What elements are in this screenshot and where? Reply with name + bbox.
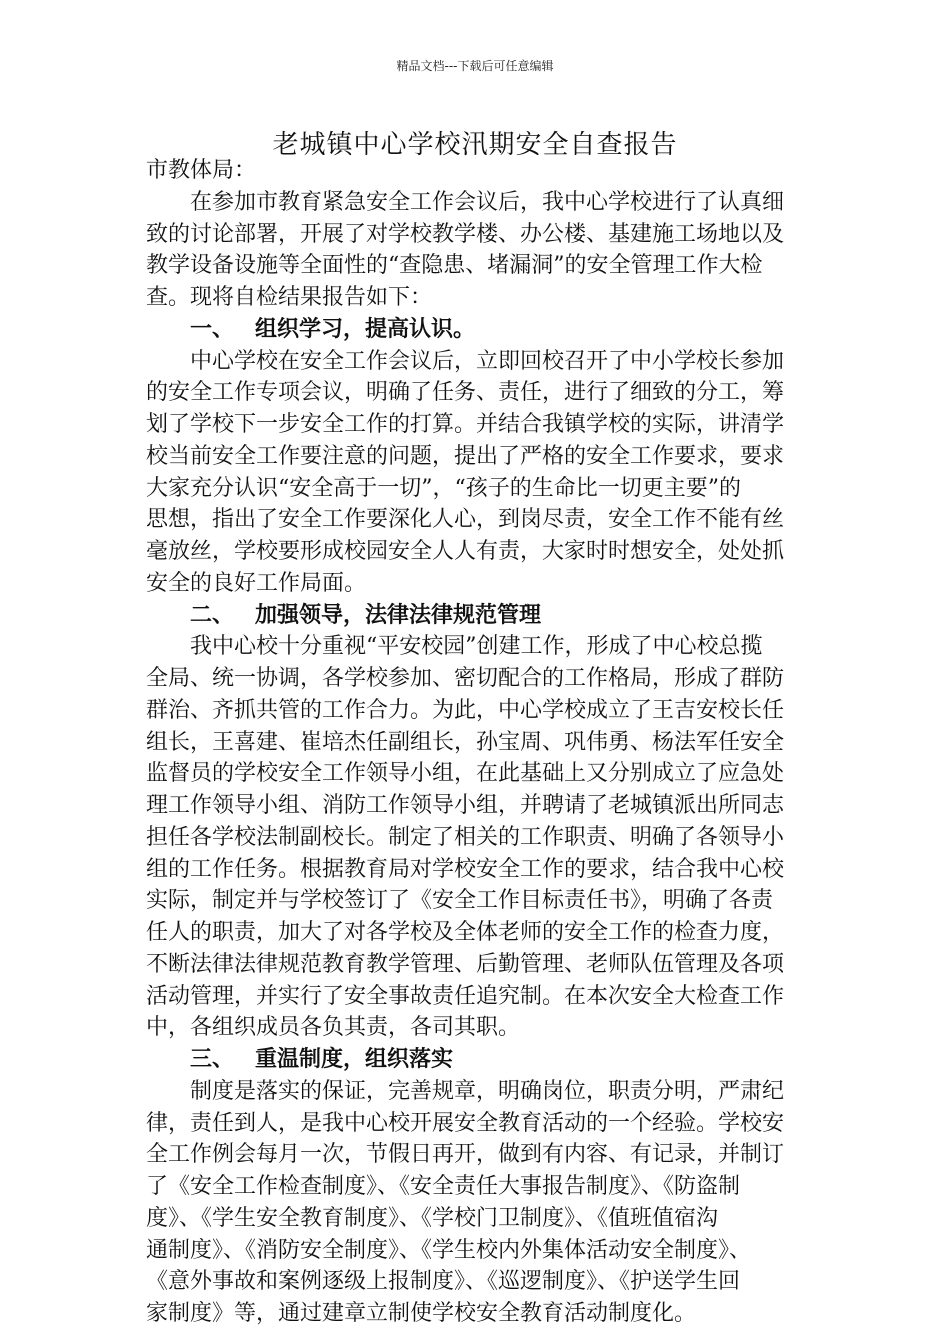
text-line: 校当前安全工作要注意的问题，提出了严格的安全工作要求，要求 [146, 443, 785, 469]
text-line: 家制度》等，通过建章立制使学校安全教育活动制度化。 [146, 1301, 697, 1326]
section-number: 三、 [190, 1046, 235, 1072]
text-line: 任人的职责，加大了对各学校及全体老师的安全工作的检查力度， [146, 920, 785, 945]
section-title: 加强领导，法律法律规范管理 [255, 601, 542, 628]
text-line: 市教体局： [146, 158, 257, 183]
text-line: 在参加市教育紧急安全工作会议后，我中心学校进行了认真细 [190, 189, 785, 215]
text-line: 毫放丝，学校要形成校园安全人人有责，大家时时想安全，处处抓 [146, 539, 785, 564]
section-number: 一、 [190, 315, 235, 342]
text-line: 制度是落实的保证，完善规章，明确岗位，职责分明，严肃纪 [190, 1078, 785, 1104]
text-line: 实际，制定并与学校签订了《安全工作目标责任书》，明确了各责 [146, 888, 774, 914]
section-number: 二、 [190, 601, 235, 628]
section-heading [146, 314, 806, 346]
text-line: 了《安全工作检查制度》、《安全责任大事报告制度》、《防盗制 [146, 1174, 741, 1199]
text-line: 划了学校下一步安全工作的打算。并结合我镇学校的实际，讲清学 [146, 412, 785, 437]
text-line: 组的工作任务。根据教育局对学校安全工作的要求，结合我中心校 [146, 856, 785, 882]
text-line: 不断法律法律规范教育教学管理、后勤管理、老师队伍管理及各项 [146, 951, 785, 977]
text-line: 大家充分认识“安全高于一切”，“孩子的生命比一切更主要”的 [146, 475, 741, 501]
text-line: 教学设备设施等全面性的“查隐患、堵漏洞”的安全管理工作大检 [146, 253, 763, 279]
section-heading [146, 1044, 806, 1076]
text-line: 《意外事故和案例逐级上报制度》、《巡逻制度》、《护送学生回 [146, 1269, 741, 1295]
text-line: 理工作领导小组、消防工作领导小组，并聘请了老城镇派出所同志 [146, 793, 785, 818]
text-line: 群治、齐抓共管的工作合力。为此，中心学校成立了王吉安校长任 [146, 697, 785, 723]
section-title: 组织学习，提高认识。 [255, 315, 476, 342]
text-line: 全工作例会每月一次，节假日再开，做到有内容、有记录，并制订 [146, 1142, 785, 1168]
section-title: 重温制度，组织落实 [255, 1046, 454, 1072]
text-line: 担任各学校法制副校长。制定了相关的工作职责、明确了各领导小 [146, 824, 785, 850]
text-line: 的安全工作专项会议，明确了任务、责任，进行了细致的分工，筹 [146, 380, 785, 406]
text-line: 监督员的学校安全工作领导小组，在此基础上又分别成立了应急处 [146, 761, 785, 787]
text-line: 安全的良好工作局面。 [146, 570, 367, 596]
text-line: 通制度》、《消防安全制度》、《学生校内外集体活动安全制度》、 [146, 1237, 752, 1263]
section-heading [146, 600, 806, 632]
text-line: 查。现将自检结果报告如下： [146, 285, 433, 310]
text-line: 中心学校在安全工作会议后，立即回校召开了中小学校长参加 [190, 348, 785, 374]
text-line: 度》、《学生安全教育制度》、《学校门卫制度》、《值班值宿沟 [146, 1205, 719, 1231]
text-line: 我中心校十分重视“平安校园”创建工作，形成了中心校总揽 [190, 634, 763, 660]
page-header: 精品文档---下载后可任意编辑 [396, 59, 554, 73]
text-line: 中，各组织成员各负其责，各司其职。 [146, 1015, 521, 1041]
text-line: 律，责任到人，是我中心校开展安全教育活动的一个经验。学校安 [146, 1110, 785, 1136]
text-line: 致的讨论部署，开展了对学校教学楼、办公楼、基建施工场地以及 [146, 221, 785, 247]
text-line: 思想，指出了安全工作要深化人心，到岗尽责，安全工作不能有丝 [146, 507, 785, 533]
document-title: 老城镇中心学校汛期安全自查报告 [272, 130, 678, 160]
text-line: 全局、统一协调，各学校参加、密切配合的工作格局，形成了群防 [146, 666, 785, 691]
text-line: 活动管理，并实行了安全事故责任追究制。在本次安全大检查工作 [146, 983, 785, 1009]
text-line: 组长，王喜建、崔培杰任副组长，孙宝周、巩伟勇、杨法军任安全 [146, 729, 785, 755]
document-body [146, 155, 806, 1330]
